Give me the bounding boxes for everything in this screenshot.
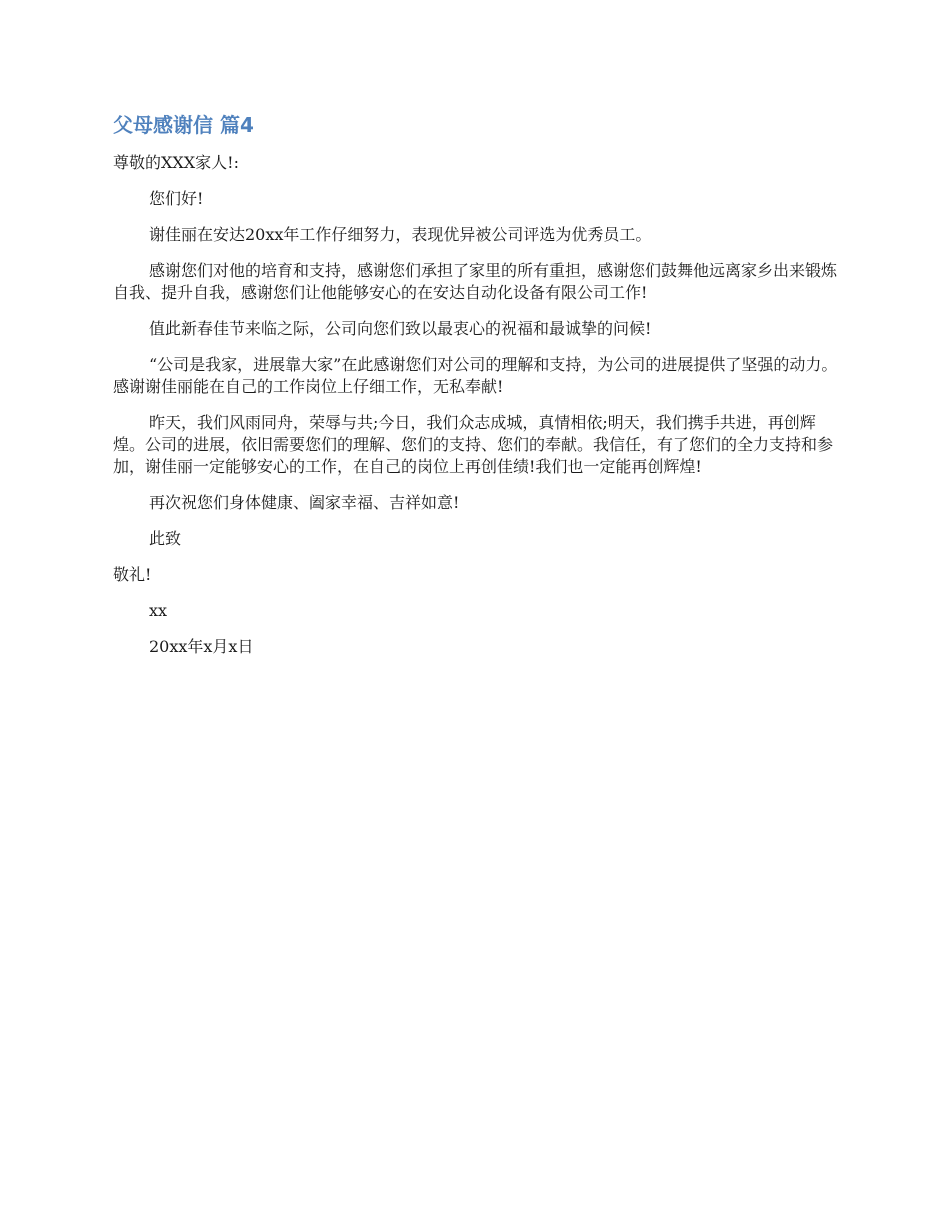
signature: xx xyxy=(149,601,168,620)
closing-jingli: 敬礼! xyxy=(113,565,152,584)
paragraph-future: 昨天，我们风雨同舟，荣辱与共;今日，我们众志成城，真情相依;明天，我们携手共进，再创辉煌。公司的进展，依旧需要您们的理解、您们的支持、您们的奉献。我信任，有了您们的全力支持和参加，谢佳丽一定能够安心的工作，在自己的岗位上再创佳绩!我们也一定能再创辉煌! xyxy=(113,413,834,476)
paragraph-thanks: 感谢您们对他的培育和支持，感谢您们承担了家里的所有重担，感谢您们鼓舞他远离家乡出来锻炼自我、提升自我，感谢您们让他能够安心的在安达自动化设备有限公司工作! xyxy=(113,261,838,302)
document-title: 父母感谢信 篇4 xyxy=(113,113,254,137)
salutation: 尊敬的XXX家人!: xyxy=(113,153,239,172)
letter-body xyxy=(113,110,838,672)
paragraph-company: “公司是我家，进展靠大家”在此感谢您们对公司的理解和支持，为公司的进展提供了坚强的动力。感谢谢佳丽能在自己的工作岗位上仔细工作，无私奉献! xyxy=(113,355,838,396)
paragraph-new-year: 值此新春佳节来临之际，公司向您们致以最衷心的祝福和最诚挚的问候! xyxy=(149,319,652,338)
paragraph-award: 谢佳丽在安达20xx年工作仔细努力，表现优异被公司评选为优秀员工。 xyxy=(149,225,652,244)
paragraph-greeting: 您们好! xyxy=(149,189,204,208)
closing-cizhi: 此致 xyxy=(149,529,182,548)
date: 20xx年x月x日 xyxy=(149,637,254,656)
paragraph-wishes: 再次祝您们身体健康、阖家幸福、吉祥如意! xyxy=(149,493,460,512)
